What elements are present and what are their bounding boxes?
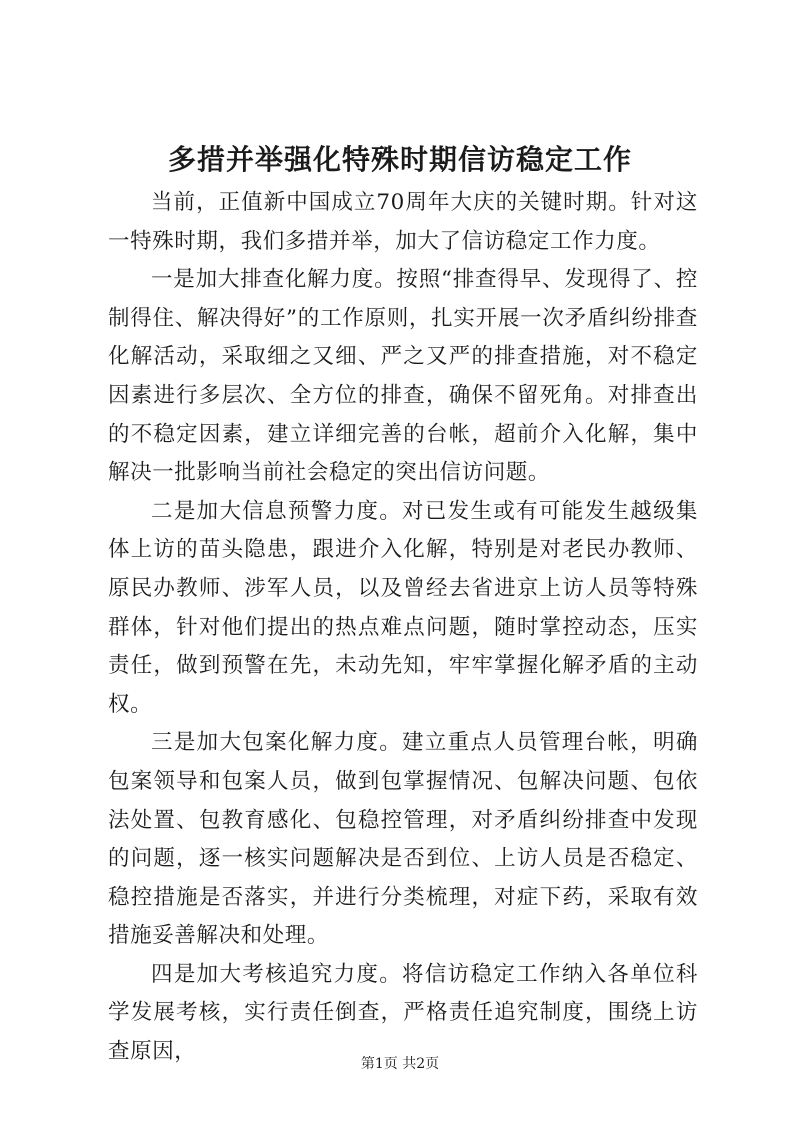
document-title: 多措并举强化特殊时期信访稳定工作	[167, 143, 632, 176]
paragraph-early-warning: 二是加大信息预警力度。对已发生或有可能发生越级集体上访的苗头隐患，跟进介入化解，特别是对老民办教师、原民办教师、涉军人员，以及曾经去省进京上访人员等特殊群体，针对他们提出的热点难点问题，随时掌控动态，压实责任，做到预警在先，未动先知，牢牢掌握化解矛盾的主动权。	[108, 498, 698, 717]
page-number-footer: 第1页 共2页	[360, 1056, 440, 1072]
paragraph-case-responsibility: 三是加大包案化解力度。建立重点人员管理台帐，明确包案领导和包案人员，做到包掌握情况、包解决问题、包依法处置、包教育感化、包稳控管理，对矛盾纠纷排查中发现的问题，逐一核实问题解决是否到位、上访人员是否稳定、稳控措施是否落实，并进行分类梳理，对症下药，采取有效措施妥善解决和处理。	[108, 730, 698, 949]
paragraph-intro: 当前，正值新中国成立70周年大庆的关键时期。针对这一特殊时期，我们多措并举，加大了信访稳定工作力度。	[108, 190, 698, 254]
paragraph-assessment: 四是加大考核追究力度。将信访稳定工作纳入各单位科学发展考核，实行责任倒查，严格责任追究制度，围绕上访查原因，	[108, 961, 698, 1065]
document-body	[108, 184, 698, 1072]
paragraph-investigation: 一是加大排查化解力度。按照“排查得早、发现得了、控制得住、解决得好”的工作原则，扎实开展一次矛盾纠纷排查化解活动，采取细之又细、严之又严的排查措施，对不稳定因素进行多层次、全方位的排查，确保不留死角。对排查出的不稳定因素，建立详细完善的台帐，超前介入化解，集中解决一批影响当前社会稳定的突出信访问题。	[108, 267, 698, 486]
